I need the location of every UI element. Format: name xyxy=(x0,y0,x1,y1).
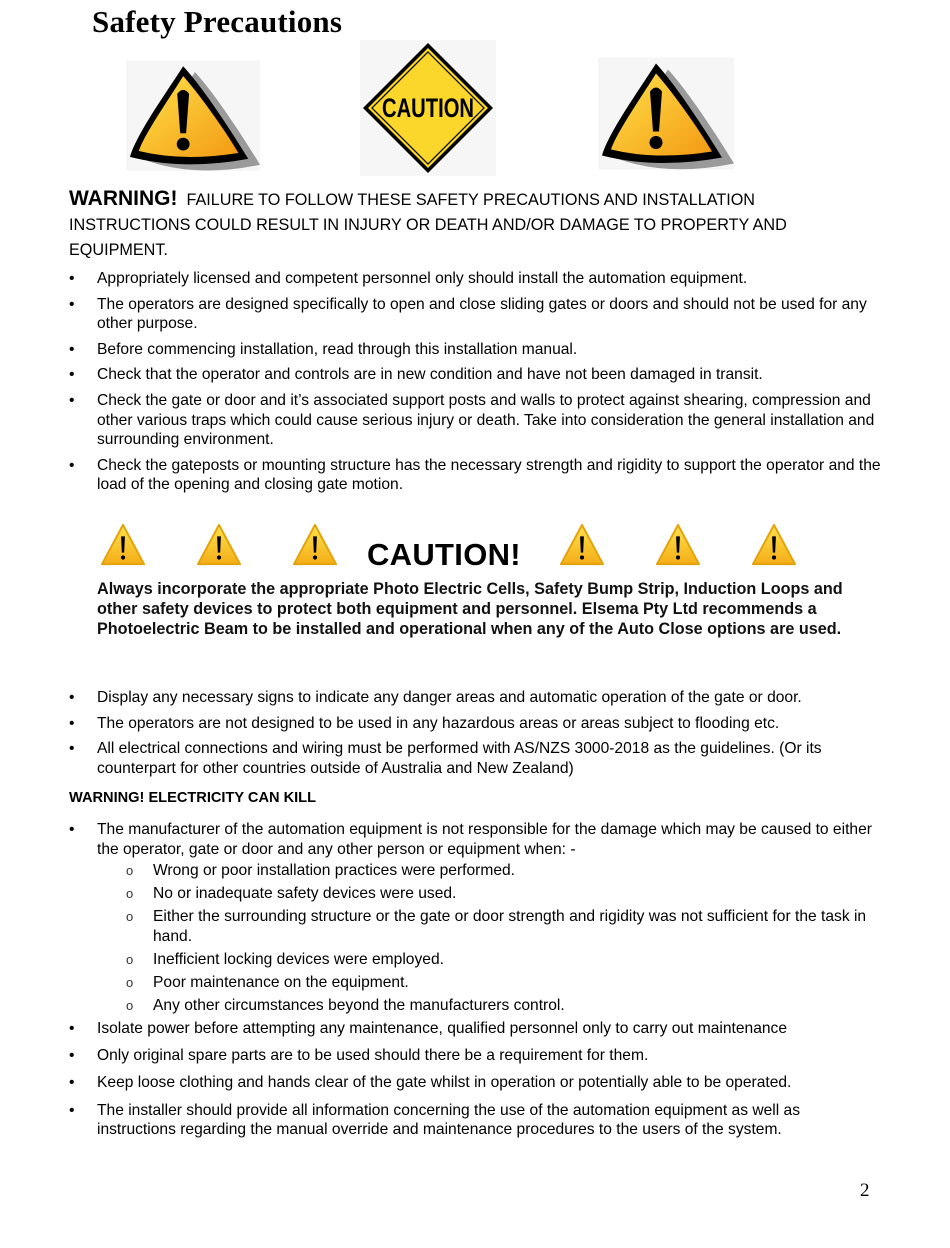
caution-heading: CAUTION! xyxy=(367,537,521,572)
list-item: • Check that the operator and controls are in new condition and have not been damaged in transit. xyxy=(69,365,881,385)
caution-diamond-sign-icon xyxy=(360,40,496,176)
caution-text: Always incorporate the appropriate Photo Electric Cells, Safety Bump Strip, Induction Loops and other safety devices to protect both equipment and personnel. Elsema Pty Ltd recommends a Photoelectric Beam to be installed and operational when any of the Auto Close options are used. xyxy=(97,580,843,638)
warning-lead: WARNING! xyxy=(69,187,178,210)
warning-triangle-icon xyxy=(750,522,798,568)
liability-conditions xyxy=(97,861,881,1015)
list-item: • All electrical connections and wiring must be performed with AS/NZS 3000-2018 as the guidelines. (Or its counterpart for other countries outside of Australia and New Zealand) xyxy=(69,739,881,778)
precautions-list xyxy=(69,688,881,778)
list-item: • Isolate power before attempting any maintenance, qualified personnel only to carry out maintenance xyxy=(69,1019,881,1039)
warning-text: FAILURE TO FOLLOW THESE SAFETY PRECAUTIONS AND INSTALLATION INSTRUCTIONS COULD RESULT IN INJURY OR DEATH AND/OR DAMAGE TO PROPERTY AND EQUIPMENT. xyxy=(69,191,787,259)
warning-triangle-icon xyxy=(291,522,339,568)
list-item: • Display any necessary signs to indicate any danger areas and automatic operation of the gate or door. xyxy=(69,688,881,708)
list-item: • Keep loose clothing and hands clear of the gate whilst in operation or potentially able to be operated. xyxy=(69,1073,881,1093)
electricity-warning: WARNING! ELECTRICITY CAN KILL xyxy=(69,790,317,806)
list-item: • Only original spare parts are to be used should there be a requirement for them. xyxy=(69,1046,881,1066)
sub-list-item: o No or inadequate safety devices were used. xyxy=(97,884,881,904)
precautions-list xyxy=(69,269,881,495)
sub-list-item: o Either the surrounding structure or the gate or door strength and rigidity was not sufficient for the task in hand. xyxy=(97,907,881,946)
list-item: • The operators are not designed to be used in any hazardous areas or areas subject to flooding etc. xyxy=(69,714,881,734)
warning-triangle-icon xyxy=(195,522,243,568)
list-item: • Appropriately licensed and competent personnel only should install the automation equipment. xyxy=(69,269,881,289)
liability-intro: The manufacturer of the automation equipment is not responsible for the damage which may be caused to either the operator, gate or door and any other person or equipment when: - xyxy=(97,821,872,858)
sub-list-item: o Inefficient locking devices were employed. xyxy=(97,950,881,970)
list-item: • The installer should provide all information concerning the use of the automation equipment as well as instructions regarding the manual override and maintenance procedures to the users of the system. xyxy=(69,1101,881,1140)
list-item: • Before commencing installation, read through this installation manual. xyxy=(69,340,881,360)
warning-statement xyxy=(69,186,869,263)
list-item: • The operators are designed specifically to open and close sliding gates or doors and should not be used for any other purpose. xyxy=(69,295,881,334)
exclamation-warning-sign-icon xyxy=(126,60,264,174)
liability-list xyxy=(69,820,881,1140)
caution-sign-label: CAUTION xyxy=(382,93,474,123)
warning-triangle-icon xyxy=(99,522,147,568)
sub-list-item: o Any other circumstances beyond the manufacturers control. xyxy=(97,996,881,1016)
sub-list-item: o Poor maintenance on the equipment. xyxy=(97,973,881,993)
exclamation-warning-sign-icon xyxy=(598,56,738,174)
page-number: 2 xyxy=(860,1180,870,1201)
warning-triangle-icon xyxy=(654,522,702,568)
list-item: • Check the gate or door and it’s associated support posts and walls to protect against shearing, compression and other various traps which could cause serious injury or death. Take into consideration the general installation and surrounding environment. xyxy=(69,391,881,450)
warning-triangle-icon xyxy=(558,522,606,568)
list-item: • Check the gateposts or mounting structure has the necessary strength and rigidity to support the operator and the load of the opening and closing gate motion. xyxy=(69,456,881,495)
list-item xyxy=(69,820,881,1015)
sub-list-item: o Wrong or poor installation practices were performed. xyxy=(97,861,881,881)
page-title: Safety Precautions xyxy=(92,4,343,39)
